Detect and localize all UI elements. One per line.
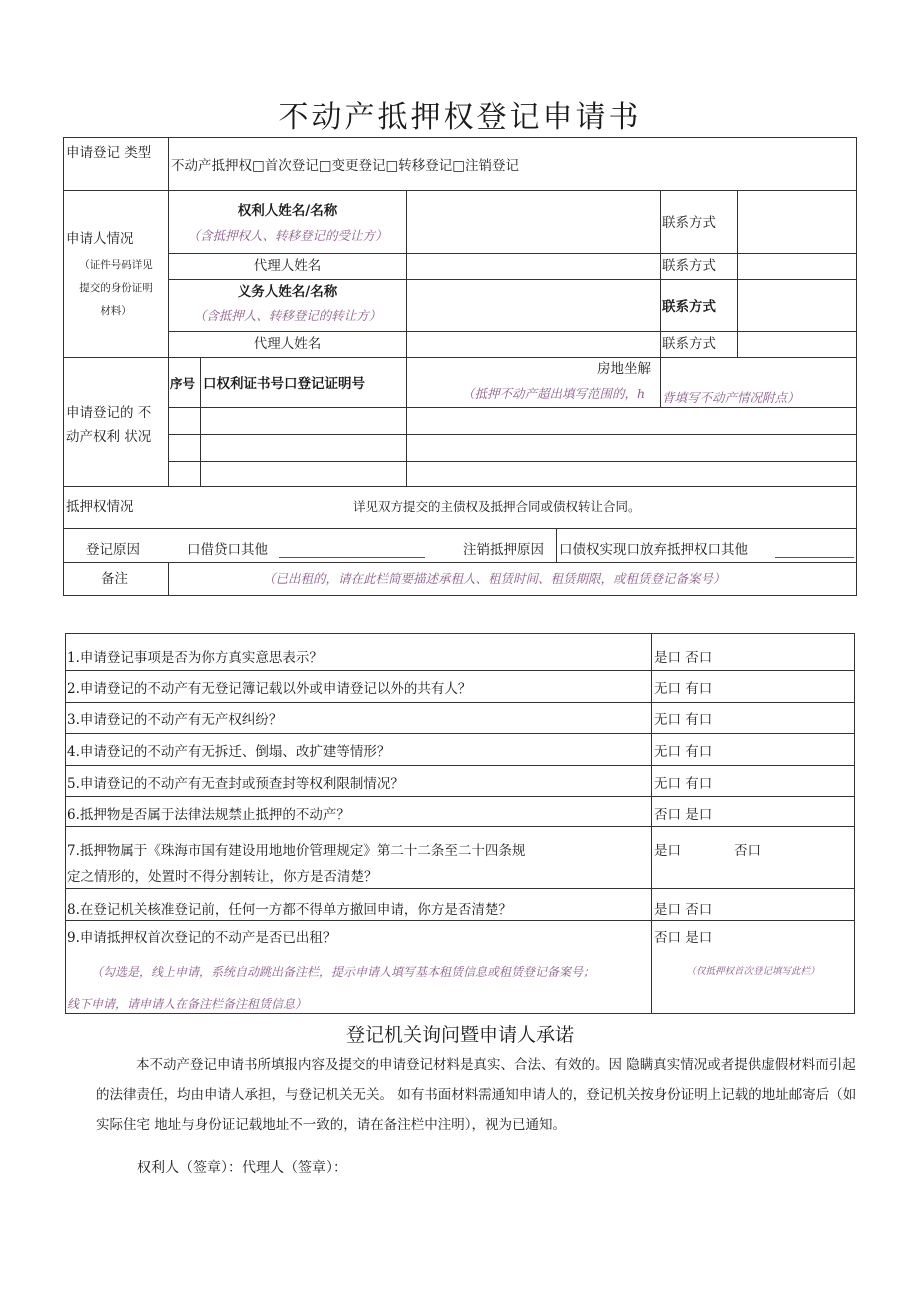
property-status-label-2: 动产权利 状况	[66, 429, 152, 445]
question-7: 7.抵押物属于《珠海市国有建设用地地价管理规定》第二十二条至二十四条规	[67, 843, 526, 859]
question-1: 1.申请登记事项是否为你方真实意思表示？	[67, 650, 323, 666]
question-9: 9.申请抵押权首次登记的不动产是否已出租？	[67, 930, 337, 946]
contact-label-4: 联系方式	[662, 336, 716, 352]
contact-label-3: 联系方式	[662, 299, 716, 315]
applicant-note-1: （证件号码详见	[79, 259, 153, 271]
location-note-a: （抵押不动产超出填写范围的，h	[462, 386, 646, 401]
location-note-b: 背填写不动产情况附点）	[662, 390, 800, 405]
question-9-note-2: 线下申请，请申请人在备注栏备注租赁信息）	[67, 997, 308, 1011]
answer-4[interactable]: 无口 有口	[654, 744, 713, 760]
question-7-cont: 定之情形的，处置时不得分割转让，你方是否清楚？	[67, 869, 378, 885]
agent-name-label-2: 代理人姓名	[253, 336, 322, 352]
right-holder-name-label: 权利人姓名/名称	[237, 203, 338, 219]
answer-3[interactable]: 无口 有口	[654, 712, 713, 728]
contact-label-2: 联系方式	[662, 258, 716, 274]
question-2: 2.申请登记的不动产有无登记簿记载以外或申请登记以外的共有人？	[67, 681, 472, 697]
reason-label: 登记原因	[86, 542, 140, 558]
commitment-title: 登记机关询问暨申请人承诺	[345, 1024, 574, 1046]
answer-7-no[interactable]: 否口	[734, 843, 761, 859]
mortgage-value: 详见双方提交的主债权及抵押合同或债权转让合同。	[353, 499, 641, 514]
applicant-note-3: 材料）	[100, 305, 132, 317]
answer-9[interactable]: 否口 是口	[654, 930, 713, 946]
obligor-name-label: 义务人姓名/名称	[237, 284, 338, 300]
signature-line[interactable]: 权利人（签章）：代理人（签章）：	[137, 1160, 347, 1176]
applicant-note-2: 提交的身份证明	[79, 282, 153, 294]
remark-label: 备注	[101, 571, 128, 587]
cancel-reason-options[interactable]: 口债权实现口放弃抵押权口其他	[559, 542, 748, 558]
question-8: 8.在登记机关核准登记前，任何一方都不得单方撤回申请，你方是否清楚？	[67, 902, 512, 918]
applicant-label: 申请人情况	[66, 231, 134, 247]
remark-value[interactable]: （已出租的，请在此栏简要描述承租人、租赁时间、租赁期限，或租赁登记备案号）	[263, 571, 726, 586]
question-5: 5.申请登记的不动产有无查封或预查封等权利限制情况？	[67, 776, 404, 792]
document-title: 不动产抵押权登记申请书	[278, 100, 642, 135]
reg-type-options[interactable]: 不动产抵押权□首次登记□变更登记□转移登记□注销登记	[171, 158, 520, 174]
answer-1[interactable]: 是口 否口	[654, 650, 713, 666]
answer-7-yes[interactable]: 是口	[654, 843, 681, 859]
agent-name-label-1: 代理人姓名	[253, 258, 322, 274]
answer-8[interactable]: 是口 否口	[654, 902, 713, 918]
mortgage-label: 抵押权情况	[66, 499, 134, 515]
commitment-paragraph: 本不动产登记申请书所填报内容及提交的申请登记材料是真实、合法、有效的。因 隐瞒真实情况或者提供虚假材料而引起的法律责任，均由申请人承担，与登记机关无关。 如有书面材料需通知申请人的，登记机关按身份证明上记载的地址邮寄后（如实际住宅 地址与身份证记载地址不一致的，请在备注栏中注明），视为已通知。	[96, 1057, 857, 1133]
answer-2[interactable]: 无口 有口	[654, 681, 713, 697]
question-3: 3.申请登记的不动产有无产权纠纷？	[67, 712, 283, 728]
answer-6[interactable]: 否口 是口	[654, 807, 713, 823]
contact-label-1: 联系方式	[662, 215, 716, 231]
cert-header[interactable]: 口权利证书号口登记证明号	[203, 376, 365, 392]
question-9-side-note: （仅抵押权首次登记填写此栏）	[686, 966, 820, 977]
question-9-note-1: （勾选是，线上申请，系统自动跳出备注栏，提示申请人填写基本租赁信息或租赁登记备案号；	[91, 965, 596, 979]
reg-type-label: 申请登记 类型	[66, 145, 152, 161]
location-header: 房地坐解	[597, 361, 651, 377]
seq-header: 序号	[170, 376, 196, 391]
question-6: 6.抵押物是否属于法律法规禁止抵押的不动产？	[67, 807, 350, 823]
answer-5[interactable]: 无口 有口	[654, 776, 713, 792]
right-holder-note: （含抵押权人、转移登记的受让方）	[187, 228, 388, 243]
question-4: 4.申请登记的不动产有无拆迁、倒塌、改扩建等情形？	[67, 744, 391, 760]
property-status-label-1: 申请登记的 不	[66, 405, 152, 421]
obligor-note: （含抵押人、转移登记的转让方）	[193, 308, 382, 323]
cancel-reason-label: 注销抵押原因	[463, 542, 544, 558]
reason-options[interactable]: 口借贷口其他	[187, 542, 268, 558]
